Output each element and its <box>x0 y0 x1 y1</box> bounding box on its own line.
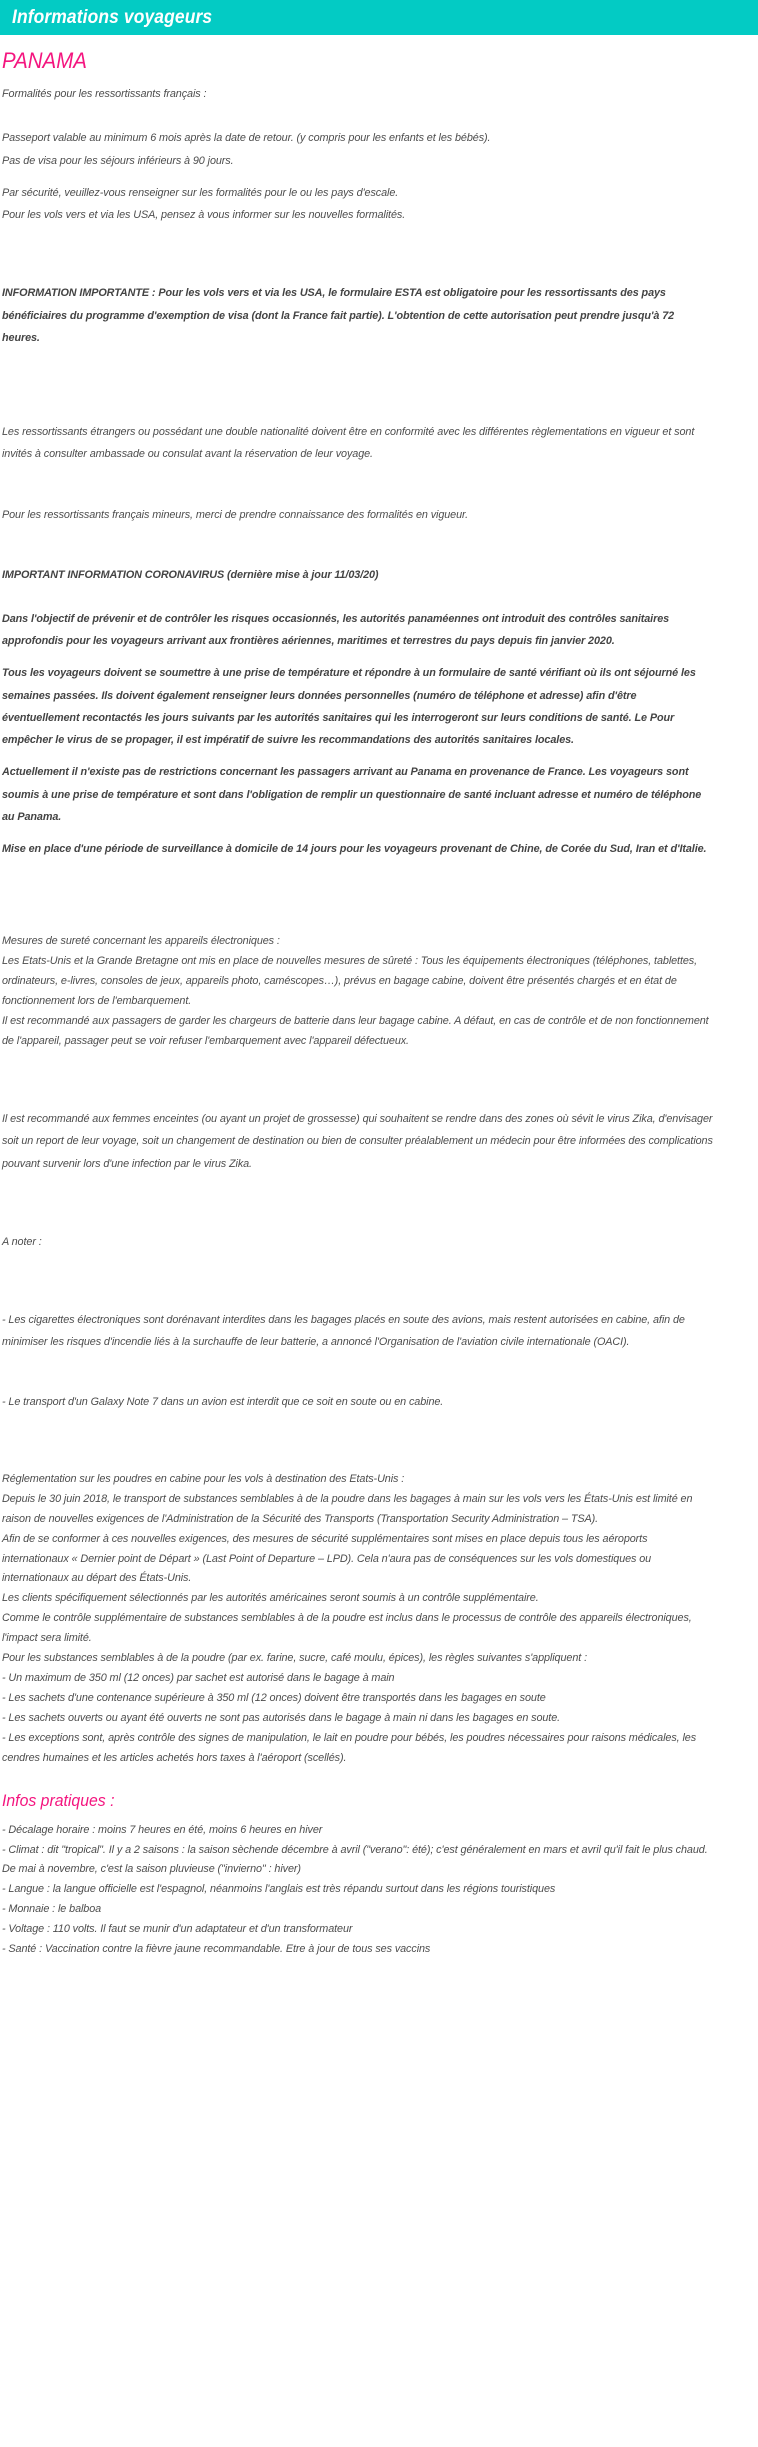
spacer <box>2 466 752 504</box>
spacer <box>2 349 752 421</box>
page-content <box>0 49 758 1974</box>
powders-paragraph-5: Pour les substances semblables à de la poudre (par ex. farine, sucre, café moulu, épices), les règles suivantes s'appliquent : <box>2 1652 587 1665</box>
foreign-nationals-paragraph: Les ressortissants étrangers ou possédant une double nationalité doivent être en conformité avec les différentes règlementations en vigueur et sont invités à consulter ambassade ou consulat avant la réservation de leur voyage. <box>2 426 695 461</box>
spacer <box>2 828 752 838</box>
practical-info-item-6: - Santé : Vaccination contre la fièvre jaune recommandable. Etre à jour de tous ses vaccins <box>2 1943 431 1956</box>
spacer <box>2 1769 752 1791</box>
practical-info-item-4: - Monnaie : le balboa <box>2 1903 102 1916</box>
formalities-security: Par sécurité, veuillez-vous renseigner sur les formalités pour le ou les pays d'escale. <box>2 186 399 199</box>
practical-info-item-1: - Décalage horaire : moins 7 heures en été, moins 6 heures en hiver <box>2 1823 323 1836</box>
spacer <box>2 586 752 608</box>
page-header-title: Informations voyageurs <box>12 7 213 28</box>
spacer <box>2 860 752 932</box>
powders-rule-3: - Les sachets ouverts ou ayant été ouverts ne sont pas autorisés dans le bagage à main ni dans les bagages en soute. <box>2 1712 561 1725</box>
country-title: PANAMA <box>2 48 87 73</box>
important-information-paragraph: INFORMATION IMPORTANTE : Pour les vols vers et via les USA, le formulaire ESTA est obligatoire pour les ressortissants des pays bénéficiaires du programme d'exemption de visa (dont la France fait partie). L'obtention de cette autorisation peut prendre jusqu'à 72 heures. <box>2 287 675 344</box>
practical-info-item-5: - Voltage : 110 volts. Il faut se munir d'un adaptateur et d'un transformateur <box>2 1923 353 1936</box>
powders-heading: Réglementation sur les poudres en cabine pour les vols à destination des Etats-Unis : <box>2 1472 405 1485</box>
note-heading: A noter : <box>2 1235 42 1248</box>
powders-paragraph-2: Afin de se conformer à ces nouvelles exigences, des mesures de sécurité supplémentaires sont mises en place depuis tous les aéroports internationaux « Dernier point de Départ » (Last Point of Departure – LPD). Cela n'aura pas de conséquences sur les vols domestiques ou internationaux au départ des États-Unis. <box>2 1532 652 1585</box>
powders-rule-4: - Les exceptions sont, après contrôle des signes de manipulation, le lait en poudre pour bébés, les poudres nécessaires pour raisons médicales, les cendres humaines et les articles achetés hors taxes à l'aéroport (scellés). <box>2 1732 697 1765</box>
zika-paragraph: Il est recommandé aux femmes enceintes (ou ayant un projet de grossesse) qui souhaitent se rendre dans des zones où sévit le virus Zika, d'envisager soit un report de leur voyage, soit un changement de destination ou bien de consulter préalablement un médecin pour être informées des complications pouvant survenir lors d'une infection par le virus Zika. <box>2 1113 713 1170</box>
practical-info-item-2: - Climat : dit "tropical". Il y a 2 saisons : la saison sèchende décembre à avril ("verano": été); c'est généralement en mars et avril qu'il fait le plus chaud. De mai à novembre, c'est la saison pluvieuse ("invierno" : hiver) <box>2 1843 708 1876</box>
electronics-paragraph-2: Il est recommandé aux passagers de garder les chargeurs de batterie dans leur bagage cabine. A défaut, en cas de contrôle et de non fonctionnement de l'appareil, passager peut se voir refuser l'embarquement avec l'appareil défectueux. <box>2 1015 709 1048</box>
spacer <box>2 652 752 662</box>
powders-rule-2: - Les sachets d'une contenance supérieure à 350 ml (12 onces) doivent être transportés dans les bagages en soute <box>2 1692 546 1705</box>
spacer <box>2 1353 752 1391</box>
spacer <box>2 172 752 182</box>
spacer <box>2 73 752 83</box>
spacer <box>2 1175 752 1231</box>
spacer <box>2 751 752 761</box>
coronavirus-heading: IMPORTANT INFORMATION CORONAVIRUS (dernière mise à jour 11/03/20) <box>2 568 379 581</box>
powders-paragraph-3: Les clients spécifiquement sélectionnés par les autorités américaines seront soumis à un contrôle supplémentaire. <box>2 1592 539 1605</box>
spacer <box>2 226 752 282</box>
coronavirus-paragraph-3: Actuellement il n'existe pas de restrictions concernant les passagers arrivant au Panama en provenance de France. Les voyageurs sont soumis à une prise de température et sont dans l'obligation de remplir un questionnaire de santé incluant adresse et numéro de téléphone au Panama. <box>2 766 702 823</box>
minors-paragraph: Pour les ressortissants français mineurs, merci de prendre connaissance des formalités en vigueur. <box>2 508 469 521</box>
electronics-heading: Mesures de sureté concernant les appareils électroniques : <box>2 935 280 948</box>
spacer <box>2 1253 752 1309</box>
note-item-2: - Le transport d'un Galaxy Note 7 dans un avion est interdit que ce soit en soute ou en cabine. <box>2 1396 444 1409</box>
coronavirus-paragraph-4: Mise en place d'une période de surveillance à domicile de 14 jours pour les voyageurs provenant de Chine, de Corée du Sud, Iran et d'Italie. <box>2 843 707 856</box>
coronavirus-paragraph-1: Dans l'objectif de prévenir et de contrôler les risques occasionnés, les autorités panaméennes ont introduit des contrôles sanitaires approfondis pour les voyageurs arrivant aux frontières aériennes, maritimes et terrestres du pays depuis fin janvier 2020. <box>2 613 670 648</box>
formalities-passport: Passeport valable au minimum 6 mois après la date de retour. (y compris pour les enfants et les bébés). <box>2 132 491 145</box>
spacer <box>2 1414 752 1470</box>
spacer <box>2 526 752 564</box>
powders-rule-1: - Un maximum de 350 ml (12 onces) par sachet est autorisé dans le bagage à main <box>2 1672 395 1685</box>
powders-paragraph-4: Comme le contrôle supplémentaire de substances semblables à de la poudre est inclus dans le processus de contrôle des appareils électroniques, l'impact sera limité. <box>2 1612 692 1645</box>
practical-info-item-3: - Langue : la langue officielle est l'espagnol, néanmoins l'anglais est très répandu surtout dans les régions touristiques <box>2 1883 556 1896</box>
spacer <box>2 1052 752 1108</box>
page-header-bar <box>0 0 758 35</box>
coronavirus-paragraph-2: Tous les voyageurs doivent se soumettre à une prise de température et répondre à un formulaire de santé vérifiant où ils ont séjourné les semaines passées. Ils doivent également renseigner leurs données personnelles (numéro de téléphone et adresse) afin d'être éventuellement recontactés les jours suivants par les autorités sanitaires qui les interrogeront sur leurs conditions de santé. Le Pour empêcher le virus de se propager, il est impératif de suivre les recommandations des autorités sanitaires locales. <box>2 667 696 747</box>
formalities-visa: Pas de visa pour les séjours inférieurs à 90 jours. <box>2 154 234 167</box>
formalities-intro: Formalités pour les ressortissants français : <box>2 88 207 101</box>
note-item-1: - Les cigarettes électroniques sont dorénavant interdites dans les bagages placés en soute des avions, mais restent autorisées en cabine, afin de minimiser les risques d'incendie liés à la surchauffe de leur batterie, a annoncé l'Organisation de l'aviation civile internationale (OACI). <box>2 1314 685 1349</box>
formalities-usa-flights: Pour les vols vers et via les USA, pensez à vous informer sur les nouvelles formalités. <box>2 209 406 222</box>
powders-paragraph-1: Depuis le 30 juin 2018, le transport de substances semblables à de la poudre dans les bagages à main sur les vols vers les États-Unis est limité en raison de nouvelles exigences de l'Administration de la Sécurité des Transports (Transportation Security Administration – TSA). <box>2 1492 693 1525</box>
practical-info-heading: Infos pratiques : <box>2 1791 115 1810</box>
spacer <box>2 105 752 127</box>
spacer <box>2 1811 752 1821</box>
electronics-paragraph-1: Les Etats-Unis et la Grande Bretagne ont mis en place de nouvelles mesures de sûreté : Tous les équipements électroniques (téléphones, tablettes, ordinateurs, e-livres, consoles de jeux, appareils photo, caméscopes…), prévus en bagage cabine, doivent être présentés chargés et en état de fonctionnement lors de l'embarquement. <box>2 955 698 1008</box>
